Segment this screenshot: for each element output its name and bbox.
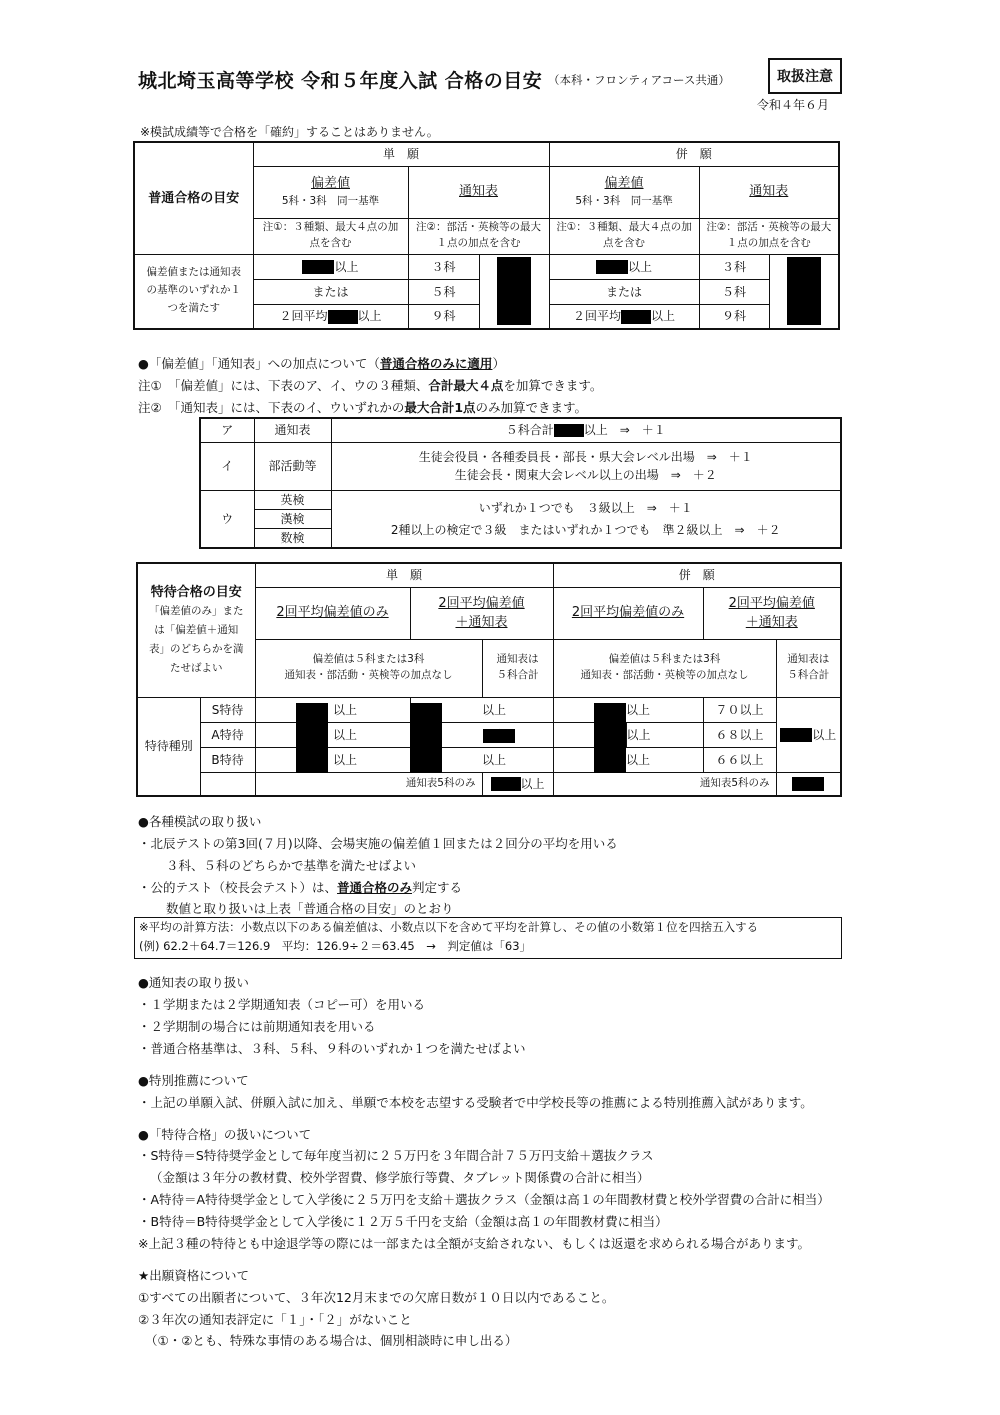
tan-a-avg-only: 以上	[333, 722, 410, 747]
kasan-i-rule: 生徒会役員・各種委員長・部長・県大会レベル出場 ⇒ ＋１ 生徒会長・関東大会レベル以上の出場 ⇒ ＋２	[331, 442, 841, 490]
hei-s-tsuchi: ７０以上	[703, 697, 776, 722]
tan-tsuchi-values-redacted	[479, 254, 549, 329]
hei-b-avg: 以上	[626, 747, 703, 772]
tsuchi-line-3: ・普通合格基準は、３科、５科、９科のいずれか１つを満たせばよい	[138, 1041, 526, 1056]
shutsugan-line-1: ①すべての出願者について、３年次12月末までの欠席日数が１０日以内であること。	[138, 1290, 615, 1305]
tan-or: または	[253, 279, 408, 304]
tan-tsuchi-header: 通知表	[408, 166, 549, 218]
tokutai-tan-header: 単 願	[255, 563, 553, 587]
kasan-note-1: 注① 「偏差値」には、下表のア、イ、ウの３種類、合計最大４点を加算できます。	[138, 378, 603, 393]
tan-avg-only-header: 2回平均偏差値のみ	[255, 587, 410, 639]
tsuchi-line-2: ・２学期制の場合には前期通知表を用いる	[138, 1019, 376, 1034]
regular-pass-table	[133, 141, 840, 330]
scholarship-title-cell: 特待合格の目安 「偏差値のみ」または「偏差値＋通知表」のどちらかを満たせばよい	[137, 563, 255, 697]
hei-tsuchi-values-redacted	[769, 254, 839, 329]
scholarship-pass-table	[136, 562, 842, 797]
kasan-table	[199, 417, 842, 549]
tokutai-line-4: ・B特待＝B特待奨学金として入学後に１２万５千円を支給（金額は高１の年間教材費に相当）	[138, 1214, 668, 1229]
tan-hensachi-header: 偏差値 5科・3科 同一基準	[253, 166, 408, 218]
calc-example: (例) 62.2＋64.7＝126.9 平均：126.9÷２＝63.45 → 判定値は「63」	[139, 939, 532, 953]
kasan-u-eiken: 英検	[254, 490, 331, 509]
tan-b-avg-only: 以上	[333, 747, 410, 772]
hei-tsuchi-header: 通知表	[699, 166, 839, 218]
kasan-u-kanken: 漢検	[254, 509, 331, 528]
hei-b-tsuchi: ６６以上	[703, 747, 776, 772]
page-title: 城北埼玉高等学校 令和５年度入試 合格の目安	[138, 70, 543, 92]
redaction-hei-avg-only	[594, 703, 626, 773]
tan-condition: 偏差値は５科または3科 通知表・部活動・英検等の加点なし	[255, 639, 482, 697]
criteria-cell: 偏差値または通知表の基準のいずれか１つを満たす	[134, 254, 253, 329]
hei-s-avg: 以上	[626, 697, 703, 722]
hei-avg-only-header: 2回平均偏差値のみ	[553, 587, 703, 639]
shutsugan-heading: ★出願資格について	[138, 1268, 249, 1283]
hei-tsuchi5-threshold: 以上	[776, 697, 841, 772]
shutsugan-line-3: （①・②とも、特殊な事情のある場合は、個別相談時に申し出る）	[145, 1333, 518, 1348]
hei-subject-5: ５科	[699, 279, 769, 304]
regular-pass-title: 普通合格の目安	[134, 142, 253, 254]
tan-b-avg-plus: 以上	[482, 747, 553, 772]
tokutai-hei-header: 併 願	[553, 563, 841, 587]
tokutai-line-3: ・A特待＝A特待奨学金として入学後に２５万円を支給＋選抜クラス（金額は高１の年間教材費と校外学習費の合計に相当）	[138, 1192, 830, 1207]
tan-avg-threshold: ２回平均 以上	[253, 304, 408, 329]
kasan-u-rule: いずれか１つでも ３級以上 ⇒ ＋１ 2種以上の検定で３級 またはいずれか１つでも 準２級以上 ⇒ ＋２	[331, 490, 841, 548]
tan-s-avg-only: 以上	[333, 697, 410, 722]
tokutai-heading: ●「特待合格」の扱いについて	[138, 1127, 312, 1142]
tan-subject-5: ５科	[408, 279, 479, 304]
hei-subject-3: ３科	[699, 254, 769, 279]
note-1-cell: 注①：３種類、最大４点の加点を含む	[549, 218, 699, 254]
suisen-heading: ●特別推薦について	[138, 1073, 249, 1088]
tokutai-line-2: （金額は３年分の教材費、校外学習費、修学旅行等費、タブレット関係費の合計に相当）	[150, 1170, 650, 1185]
note-2-cell: 注②：部活・英検等の最大１点の加点を含む	[699, 218, 839, 254]
average-calc-box	[134, 917, 842, 959]
tsuchi-line-1: ・１学期または２学期通知表（コピー可）を用いる	[138, 997, 426, 1012]
mogi-line-1: ・北辰テストの第3回(７月)以降、会場実施の偏差値１回または２回分の平均を用いる	[138, 836, 618, 851]
hei-hensachi-header: 偏差値 5科・3科 同一基準	[549, 166, 699, 218]
hei-subject-9: ９科	[699, 304, 769, 329]
kasan-u-suken: 数検	[254, 528, 331, 548]
mogi-line-2: ３科、５科のどちらかで基準を満たせばよい	[166, 858, 417, 873]
tsuchi-heading: ●通知表の取り扱い	[138, 975, 249, 990]
kasan-a-label: ア	[200, 418, 254, 442]
note-2-cell: 注②：部活・英検等の最大１点の加点を含む	[408, 218, 549, 254]
hei-header: 併 願	[549, 142, 839, 166]
tan-subject-3: ３科	[408, 254, 479, 279]
tan-tsuchi5-only-label: 通知表5科のみ	[255, 772, 482, 796]
kasan-a-category: 通知表	[254, 418, 331, 442]
rank-b: B特待	[200, 747, 255, 772]
kasan-note-2: 注② 「通知表」には、下表のイ、ウいずれかの最大合計1点のみ加算できます。	[138, 400, 588, 415]
tan-hensachi-threshold: 以上	[253, 254, 408, 279]
hei-or: または	[549, 279, 699, 304]
mogi-line-3: ・公的テスト（校長会テスト）は、普通合格のみ判定する	[138, 880, 463, 895]
hei-avg-threshold: ２回平均 以上	[549, 304, 699, 329]
rank-a: A特待	[200, 722, 255, 747]
redaction-tan-avg-plus	[410, 703, 442, 773]
tokutai-line-1: ・S特待＝S特待奨学金として毎年度当初に２５万円を３年間合計７５万円支給＋選抜クラス	[138, 1148, 654, 1163]
kasan-u-label: ウ	[200, 490, 254, 548]
hei-tsuchi5-only-label: 通知表5科のみ	[553, 772, 776, 796]
note-1-cell: 注①：３種類、最大４点の加点を含む	[253, 218, 408, 254]
tan-header: 単 願	[253, 142, 549, 166]
rank-label: 特待種別	[137, 697, 200, 796]
redaction-tan-tsuchi5	[483, 729, 515, 743]
hei-tsuchi-5-header: 通知表は ５科合計	[776, 639, 841, 697]
tan-subject-9: ９科	[408, 304, 479, 329]
mogi-line-4: 数値と取り扱いは上表「普通合格の目安」のとおり	[166, 901, 454, 916]
kasan-a-rule: ５科合計 以上 ⇒ ＋１	[331, 418, 841, 442]
hei-hensachi-threshold: 以上	[549, 254, 699, 279]
tan-s-avg-plus: 以上	[482, 697, 553, 722]
hei-a-avg: 以上	[626, 722, 703, 747]
issue-date: 令和４年６月	[757, 98, 830, 112]
kasan-i-label: イ	[200, 442, 254, 490]
disclaimer-note: ※模試成績等で合格を「確約」することはありません。	[140, 125, 439, 139]
rank-s: S特待	[200, 697, 255, 722]
kasan-i-category: 部活動等	[254, 442, 331, 490]
hei-a-tsuchi: ６８以上	[703, 722, 776, 747]
tan-avg-plus-header: 2回平均偏差値 ＋通知表	[410, 587, 553, 639]
tan-tsuchi5-only-threshold: 以上	[482, 772, 553, 796]
tokutai-line-5: ※上記３種の特待とも中途退学等の際には一部または全額が支給されない、もしくは返還を求められる場合があります。	[138, 1236, 810, 1251]
hei-condition: 偏差値は５科または3科 通知表・部活動・英検等の加点なし	[553, 639, 776, 697]
tan-tsuchi-5-header: 通知表は ５科合計	[482, 639, 553, 697]
page-subtitle: （本科・フロンティアコース共通）	[548, 73, 730, 87]
shutsugan-line-2: ②３年次の通知表評定に「１」・「２」がないこと	[138, 1312, 412, 1327]
suisen-line-1: ・上記の単願入試、併願入試に加え、単願で本校を志望する受験者で中学校長等の推薦による特別推薦入試があります。	[138, 1095, 813, 1110]
confidential-stamp: 取扱注意	[768, 58, 842, 94]
hei-tsuchi5-only-threshold	[776, 772, 841, 796]
redaction-tan-avg-only	[296, 703, 328, 773]
mogi-heading: ●各種模試の取り扱い	[138, 814, 262, 829]
kasan-heading: ●「偏差値」「通知表」への加点について（普通合格のみに適用）	[138, 356, 505, 371]
calc-method: ※平均の計算方法：小数点以下のある偏差値は、小数点以下を含めて平均を計算し、その値の小数第１位を四捨五入する	[139, 920, 759, 934]
hei-avg-plus-header: 2回平均偏差値 ＋通知表	[703, 587, 841, 639]
